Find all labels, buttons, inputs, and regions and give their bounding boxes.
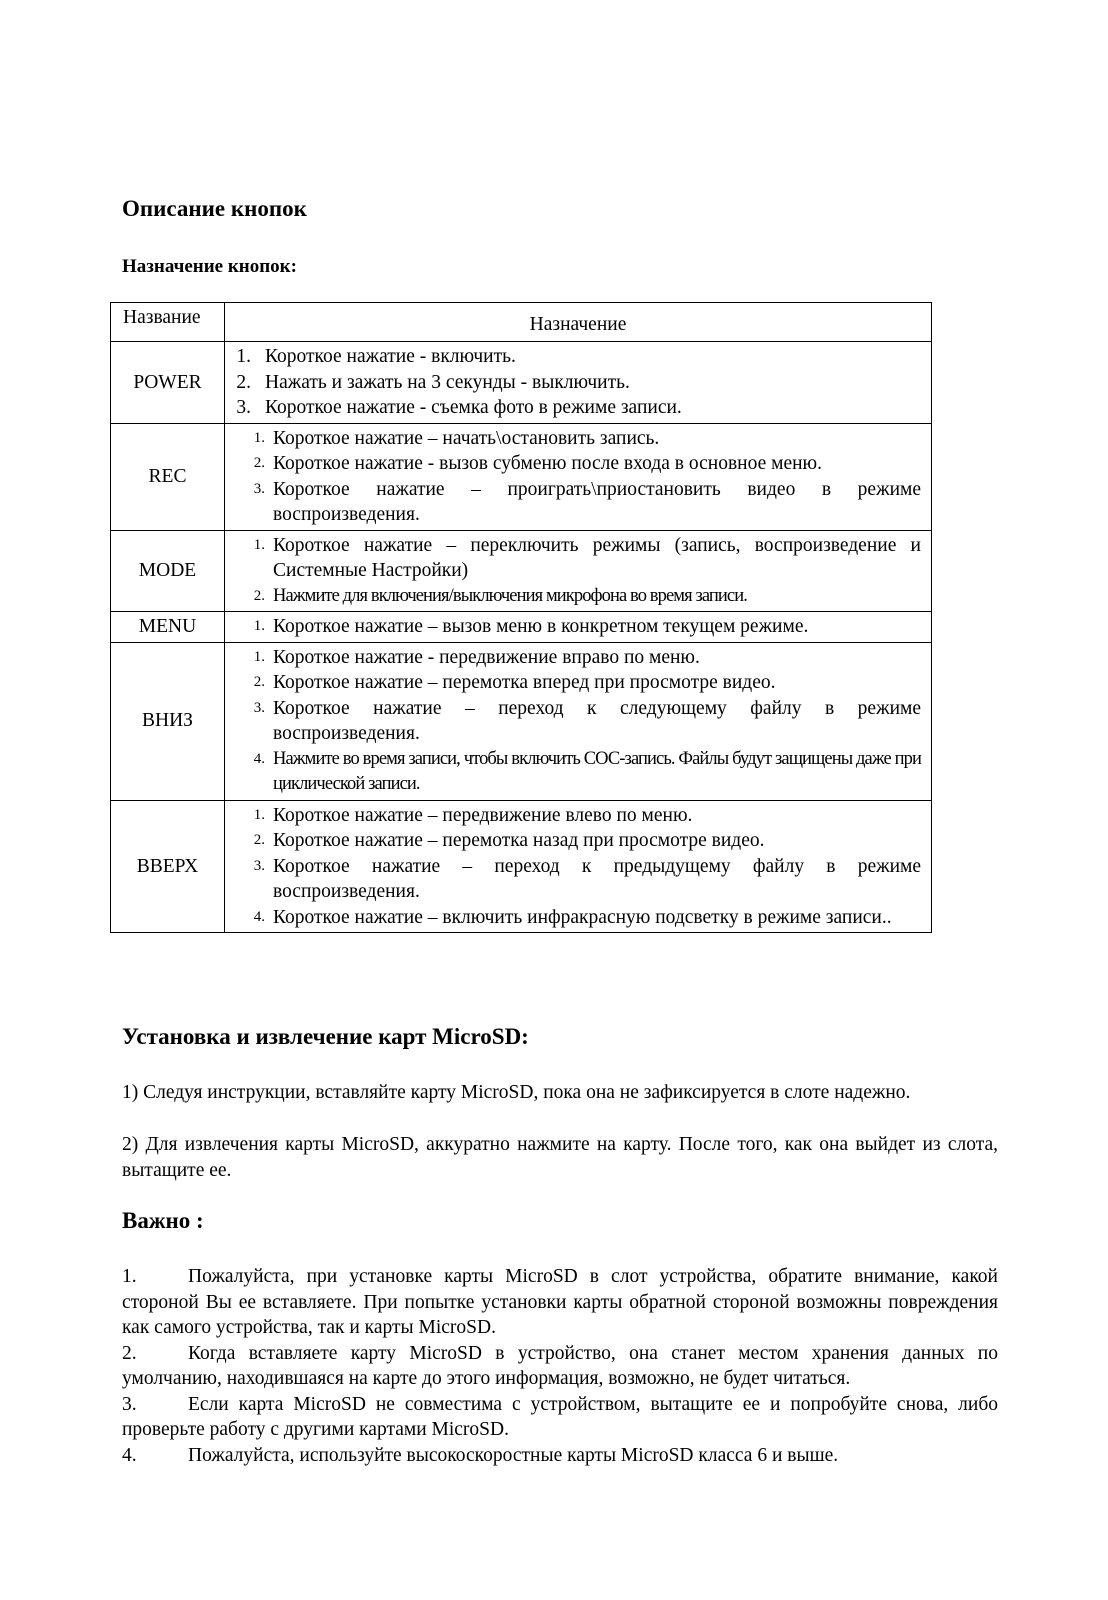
list-item: 1. Короткое нажатие – переключить режимы (запись, воспроизведение и Системные Настройки) [253,534,921,581]
section-subtitle: Назначение кнопок: [122,256,297,277]
list-item: 1. Короткое нажатие - передвижение вправо по меню. [253,646,700,668]
list-item: 2. Короткое нажатие – перемотка вперед при просмотре видео. [253,672,776,693]
button-name: REC [111,423,225,530]
list-item: 2. Нажать и зажать на 3 секунды - выключить. [236,371,630,393]
list-item: 4. Пожалуйста, используйте высокоскоростные карты MicroSD класса 6 и выше. [122,1444,839,1466]
button-purpose [225,530,932,612]
list-item: 2. Короткое нажатие – перемотка назад при просмотре видео. [253,830,765,851]
page-title: Описание кнопок [122,196,307,221]
button-name: POWER [111,342,225,424]
button-name: MENU [111,612,225,643]
list-item: 1. Пожалуйста, при установке карты MicroSD в слот устройства, обратите внимание, какой стороной Вы ее вставляете. При попытке установки карты обратной стороной возможны повреждения как самого устройства, так и карты MicroSD. [122,1266,998,1338]
button-purpose [225,612,932,643]
table-row-mode [111,530,932,612]
list-item: 3. Короткое нажатие - съемка фото в режиме записи. [236,397,682,418]
button-purpose [225,423,932,530]
header-name: Название [111,303,225,342]
button-name: ВНИЗ [111,642,225,800]
list-item: 1. Короткое нажатие – вызов меню в конкретном текущем режиме. [253,616,809,637]
list-item: 4. Нажмите во время записи, чтобы включить СОС-запись. Файлы будут защищены даже при циклической записи. [253,748,921,794]
header-purpose: Назначение [225,303,932,342]
button-name: MODE [111,530,225,612]
microsd-heading: Установка и извлечение карт MicroSD: [122,1024,529,1049]
table-header-row [111,303,932,342]
list-item: 4. Короткое нажатие – включить инфракрасную подсветку в режиме записи.. [253,906,892,928]
list-item: 3. Короткое нажатие – переход к следующему файлу в режиме воспроизведения. [253,697,921,744]
list-item: 3. Короткое нажатие – переход к предыдущему файлу в режиме воспроизведения. [253,855,921,902]
button-purpose [225,342,932,424]
list-item: 1. Короткое нажатие - включить. [236,346,516,367]
button-purpose [225,642,932,800]
list-item: 2. Нажмите для включения/выключения микрофона во время записи. [253,585,747,606]
list-item: 1. Короткое нажатие – начать\остановить запись. [253,427,660,449]
microsd-paragraph: 2) Для извлечения карты MicroSD, аккуратно нажмите на карту. После того, как она выйдет из слота, вытащите ее. [122,1134,998,1181]
button-purpose [225,800,932,933]
list-item: 3. Короткое нажатие – проиграть\приостановить видео в режиме воспроизведения. [253,478,921,525]
important-list [122,1264,998,1468]
list-item: 2. Короткое нажатие - вызов субменю после входа в основное меню. [253,453,822,474]
table-row-power [111,342,932,424]
table-row-down [111,642,932,800]
important-heading: Важно : [122,1208,204,1233]
microsd-paragraph: 1) Следуя инструкции, вставляйте карту MicroSD, пока она не зафиксируется в слоте надежно. [122,1082,911,1103]
list-item: 1. Короткое нажатие – передвижение влево по меню. [253,804,693,826]
table-row-up [111,800,932,933]
buttons-table [110,302,932,933]
button-name: ВВЕРХ [111,800,225,933]
list-item: 3. Если карта MicroSD не совместима с устройством, вытащите ее и попробуйте снова, либо проверьте работу с другими картами MicroSD. [122,1393,998,1440]
table-row-rec [111,423,932,530]
list-item: 2. Когда вставляете карту MicroSD в устройство, она станет местом хранения данных по умолчанию, находившаяся на карте до этого информация, возможно, не будет читаться. [122,1342,998,1389]
table-row-menu [111,612,932,643]
